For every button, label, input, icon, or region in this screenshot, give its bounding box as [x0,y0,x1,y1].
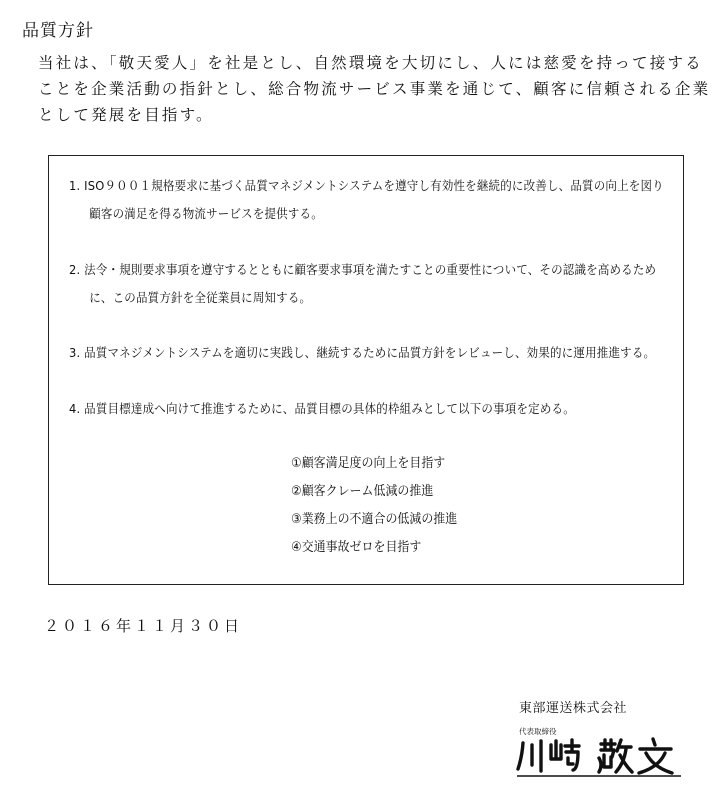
policy-item-2 [69,256,657,312]
policy-item-line: に、この品質方針を全従業員に周知する。 [89,290,312,305]
policy-item-line: 1. ISO９００１規格要求に基づく品質マネジメントシステムを遵守し有効性を継続的に改善し、品質の向上を図り [69,178,664,193]
intro-paragraph [38,50,711,128]
intro-line: 当社は、「敬天愛人」を社是とし、自然環境を大切にし、人には慈愛を持って接する [38,54,703,72]
company-name: 東部運送株式会社 [519,701,628,716]
objective-item: ④交通事故ゼロを目指す [291,540,422,555]
representative-title: 代表取締役 [519,727,557,736]
policy-item-line: 2. 法令・規則要求事項を遵守するとともに顧客要求事項を満たすことの重要性について、その認識を高めるため [69,262,657,277]
objective-item: ①顧客満足度の向上を目指す [291,456,446,471]
objective-item: ③業務上の不適合の低減の推進 [291,512,458,527]
policy-item-4 [69,395,621,423]
policy-item-3 [69,339,656,367]
objective-item: ②顧客クレーム低減の推進 [291,484,434,499]
policy-item-line: 顧客の満足を得る物流サービスを提供する。 [89,206,323,221]
intro-line: ことを企業活動の指針とし、総合物流サービス事業を通じて、顧客に信頼される企業 [38,80,711,98]
objectives-list [291,450,493,562]
policy-item-line: 4. 品質目標達成へ向けて推進するために、品質目標の具体的枠組みとして以下の事項を定める。 [69,401,575,416]
issue-date: ２０１６年１１月３０日 [44,617,243,635]
intro-line: として発展を目指す。 [38,106,214,124]
policy-item-1 [69,172,664,228]
handwritten-signature [515,735,685,780]
policy-box [48,155,684,585]
page-title: 品質方針 [22,21,94,41]
policy-item-line: 3. 品質マネジメントシステムを適切に実践し、継続するために品質方針をレビューし、効果的に運用推進する。 [69,345,656,360]
